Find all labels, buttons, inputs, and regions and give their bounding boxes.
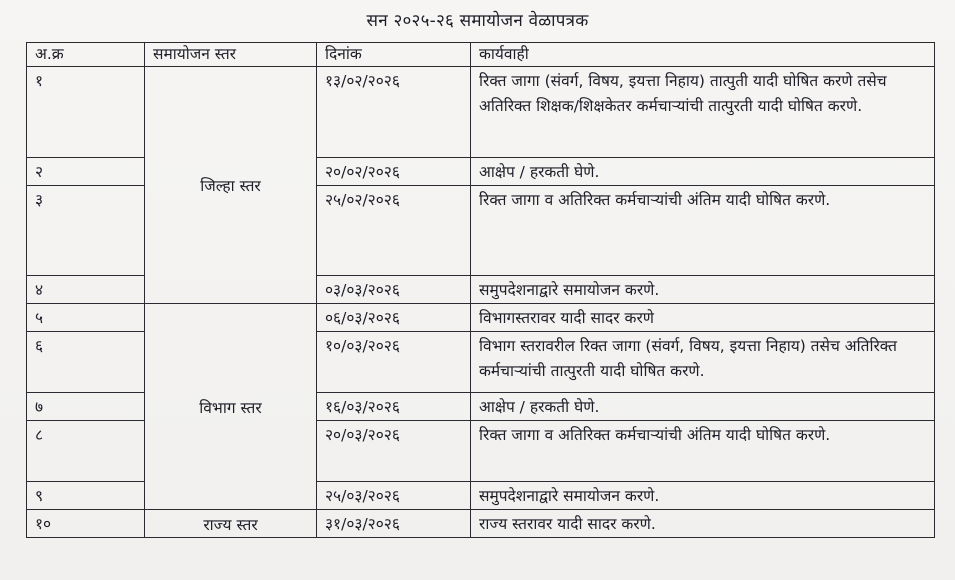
date-cell: ०६/०३/२०२६ bbox=[317, 304, 471, 332]
serial-cell: १० bbox=[27, 510, 145, 538]
action-cell bbox=[471, 158, 935, 186]
action-text: रिक्त जागा व अतिरिक्त कर्मचाऱ्यांची अंतिम यादी घोषित करणे. bbox=[479, 426, 831, 444]
serial-cell: ८ bbox=[27, 421, 145, 482]
date-cell: १०/०३/२०२६ bbox=[317, 332, 471, 393]
serial-cell: २ bbox=[27, 158, 145, 186]
action-cell bbox=[471, 393, 935, 421]
table-row bbox=[27, 510, 935, 538]
action-text: विभाग स्तरावरील रिक्त जागा (संवर्ग, विषय, इयत्ता निहाय) तसेच अतिरिक्त कर्मचाऱ्यांची तात्पुरती यादी घोषित करणे. bbox=[479, 337, 897, 380]
serial-cell: ३ bbox=[27, 186, 145, 276]
page-title: सन २०२५-२६ समायोजन वेळापत्रक bbox=[366, 11, 589, 31]
serial-cell: ७ bbox=[27, 393, 145, 421]
header-level: समायोजन स्तर bbox=[145, 43, 317, 67]
action-text: आक्षेप / हरकती घेणे. bbox=[479, 398, 600, 416]
action-text: रिक्त जागा (संवर्ग, विषय, इयत्ता निहाय) तात्पुती यादी घोषित करणे तसेच अतिरिक्त शिक्षक/शिक्षकेतर कर्मचाऱ्यांची तात्पुरती यादी घोषित करणे. bbox=[479, 72, 887, 115]
action-cell bbox=[471, 67, 935, 158]
action-cell bbox=[471, 304, 935, 332]
date-cell: २०/०२/२०२६ bbox=[317, 158, 471, 186]
serial-cell: ४ bbox=[27, 276, 145, 304]
serial-cell: ९ bbox=[27, 482, 145, 510]
action-cell bbox=[471, 421, 935, 482]
action-cell bbox=[471, 482, 935, 510]
header-serial: अ.क्र bbox=[27, 43, 145, 67]
table-header-row bbox=[27, 43, 935, 67]
header-action: कार्यवाही bbox=[471, 43, 935, 67]
serial-cell: ५ bbox=[27, 304, 145, 332]
date-cell: २५/०२/२०२६ bbox=[317, 186, 471, 276]
date-cell: ०३/०३/२०२६ bbox=[317, 276, 471, 304]
action-text: रिक्त जागा व अतिरिक्त कर्मचाऱ्यांची अंतिम यादी घोषित करणे. bbox=[479, 191, 831, 209]
action-text: आक्षेप / हरकती घेणे. bbox=[479, 163, 600, 181]
header-date: दिनांक bbox=[317, 43, 471, 67]
level-cell-district: जिल्हा स्तर bbox=[145, 67, 317, 304]
date-cell: १६/०३/२०२६ bbox=[317, 393, 471, 421]
schedule-table bbox=[26, 42, 935, 538]
action-text: समुपदेशनाद्वारे समायोजन करणे. bbox=[479, 487, 660, 505]
action-cell bbox=[471, 332, 935, 393]
table-row bbox=[27, 67, 935, 158]
serial-cell: १ bbox=[27, 67, 145, 158]
action-cell bbox=[471, 276, 935, 304]
level-cell-state: राज्य स्तर bbox=[145, 510, 317, 538]
action-text: विभागस्तरावर यादी सादर करणे bbox=[479, 309, 654, 327]
action-cell bbox=[471, 510, 935, 538]
date-cell: २५/०३/२०२६ bbox=[317, 482, 471, 510]
serial-cell: ६ bbox=[27, 332, 145, 393]
table-row bbox=[27, 304, 935, 332]
date-cell: २०/०३/२०२६ bbox=[317, 421, 471, 482]
action-text: समुपदेशनाद्वारे समायोजन करणे. bbox=[479, 281, 660, 299]
action-cell bbox=[471, 186, 935, 276]
level-cell-division: विभाग स्तर bbox=[145, 304, 317, 510]
action-text: राज्य स्तरावर यादी सादर करणे. bbox=[479, 515, 656, 533]
date-cell: ३१/०३/२०२६ bbox=[317, 510, 471, 538]
date-cell: १३/०२/२०२६ bbox=[317, 67, 471, 158]
